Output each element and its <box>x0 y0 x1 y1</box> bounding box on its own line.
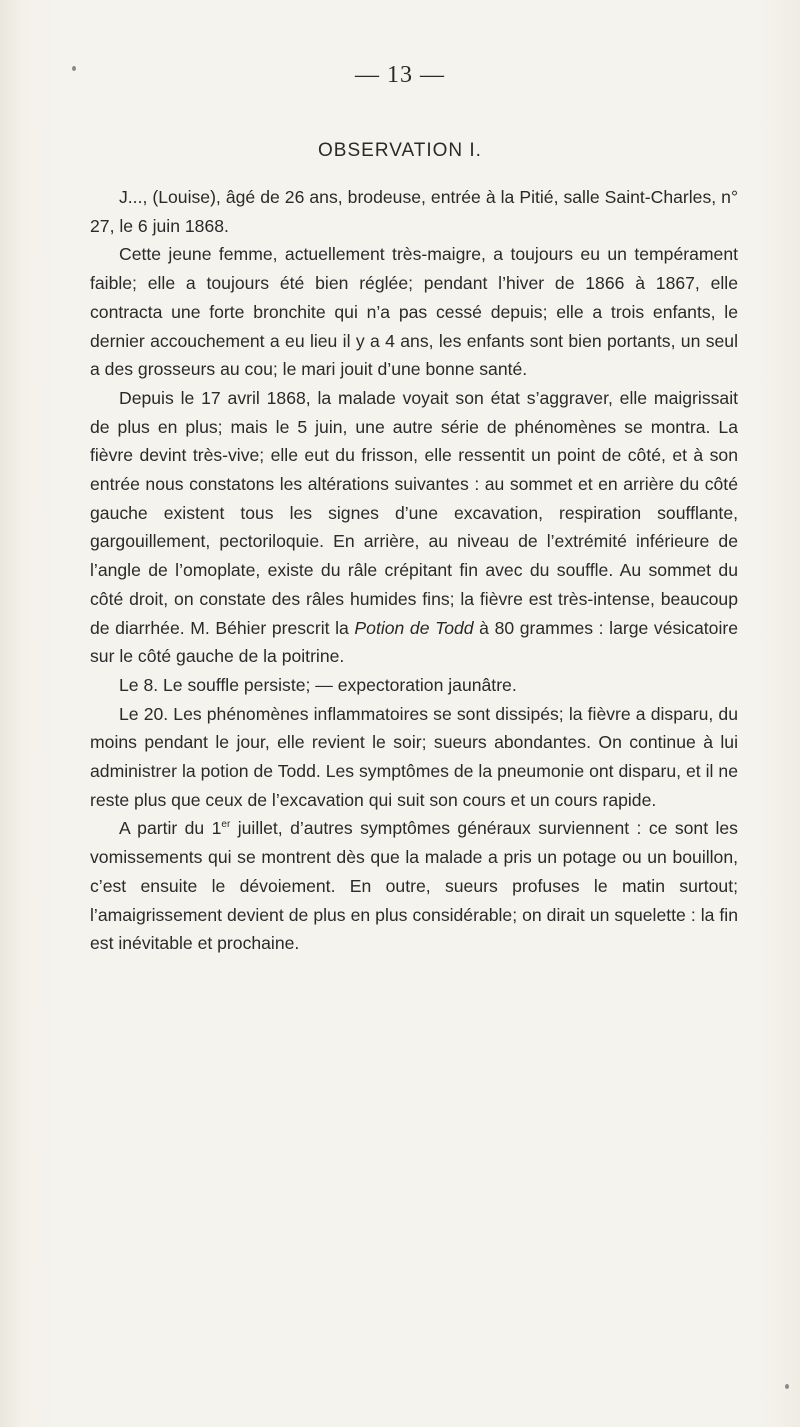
paragraph-patient-intro: J..., (Louise), âgé de 26 ans, brodeuse, entrée à la Pitié, salle Saint-Charles, n° 27, le 6 juin 1868. <box>90 187 738 236</box>
observation-title: OBSERVATION I. <box>318 140 482 161</box>
paragraph-july-text-end: juillet, d’autres symptômes généraux surviennent : ce sont les vomissements qui se montrent dès que la malade a pris un potage ou un bouillon, c’est ensuite le dévoiement. En outre, sueurs profuses le matin surtout; l’amaigrissement devient de plus en plus considérable; on dirait un squelette : la fin est inévitable et prochaine. <box>90 818 738 954</box>
ink-speck <box>785 1384 789 1389</box>
paragraph-july <box>90 814 738 958</box>
paragraph-admission-text: Depuis le 17 avril 1868, la malade voyait son état s’aggraver, elle maigrissait de plus en plus; mais le 5 juin, une autre série de phénomènes se montra. La fièvre devint très-vive; elle eut du frisson, elle ressentit un point de côté, et à son entrée nous constatons les altérations suivantes : au sommet et en arrière du côté gauche existent tous les signes d’une excavation, respiration soufflante, gargouillement, pectoriloquie. En arrière, au niveau de l’extrémité inférieure de l’angle de l’omoplate, existe du râle crépitant fin avec du souffle. Au sommet du côté droit, on constate des râles humides fins; la fièvre est très-intense, beaucoup de diarrhée. M. Béhier prescrit la <box>90 387 738 638</box>
paragraph-july-text: A partir du 1 <box>119 818 222 839</box>
potion-de-todd: Potion de Todd <box>354 617 474 638</box>
paragraph-admission <box>90 384 738 671</box>
paragraph-day-8: Le 8. Le souffle persiste; — expectoration jaunâtre. <box>119 674 517 695</box>
paragraph-day-20: Le 20. Les phénomènes inflammatoires se sont dissipés; la fièvre a disparu, du moins pendant le jour, elle revient le soir; sueurs abondantes. On continue à lui administrer la potion de Todd. Les symptômes de la pneumonie ont disparu, et il ne reste plus que ceux de l’excavation qui suit son cours et un cours rapide. <box>90 703 738 810</box>
paragraph-admission-text-end: à 80 grammes : large vésicatoire sur le côté gauche de la poitrine. <box>90 617 738 667</box>
ordinal-superscript: er <box>221 819 231 831</box>
observation-body <box>90 183 738 958</box>
paragraph-history: Cette jeune femme, actuellement très-maigre, a toujours eu un tempérament faible; elle a toujours été bien réglée; pendant l’hiver de 1866 à 1867, elle contracta une forte bronchite qui n’a pas cessé depuis; elle a trois enfants, le dernier accouchement a eu lieu il y a 4 ans, les enfants sont bien portants, un seul a des grosseurs au cou; le mari jouit d’une bonne santé. <box>90 244 738 380</box>
page-number: — 13 — <box>355 62 445 88</box>
